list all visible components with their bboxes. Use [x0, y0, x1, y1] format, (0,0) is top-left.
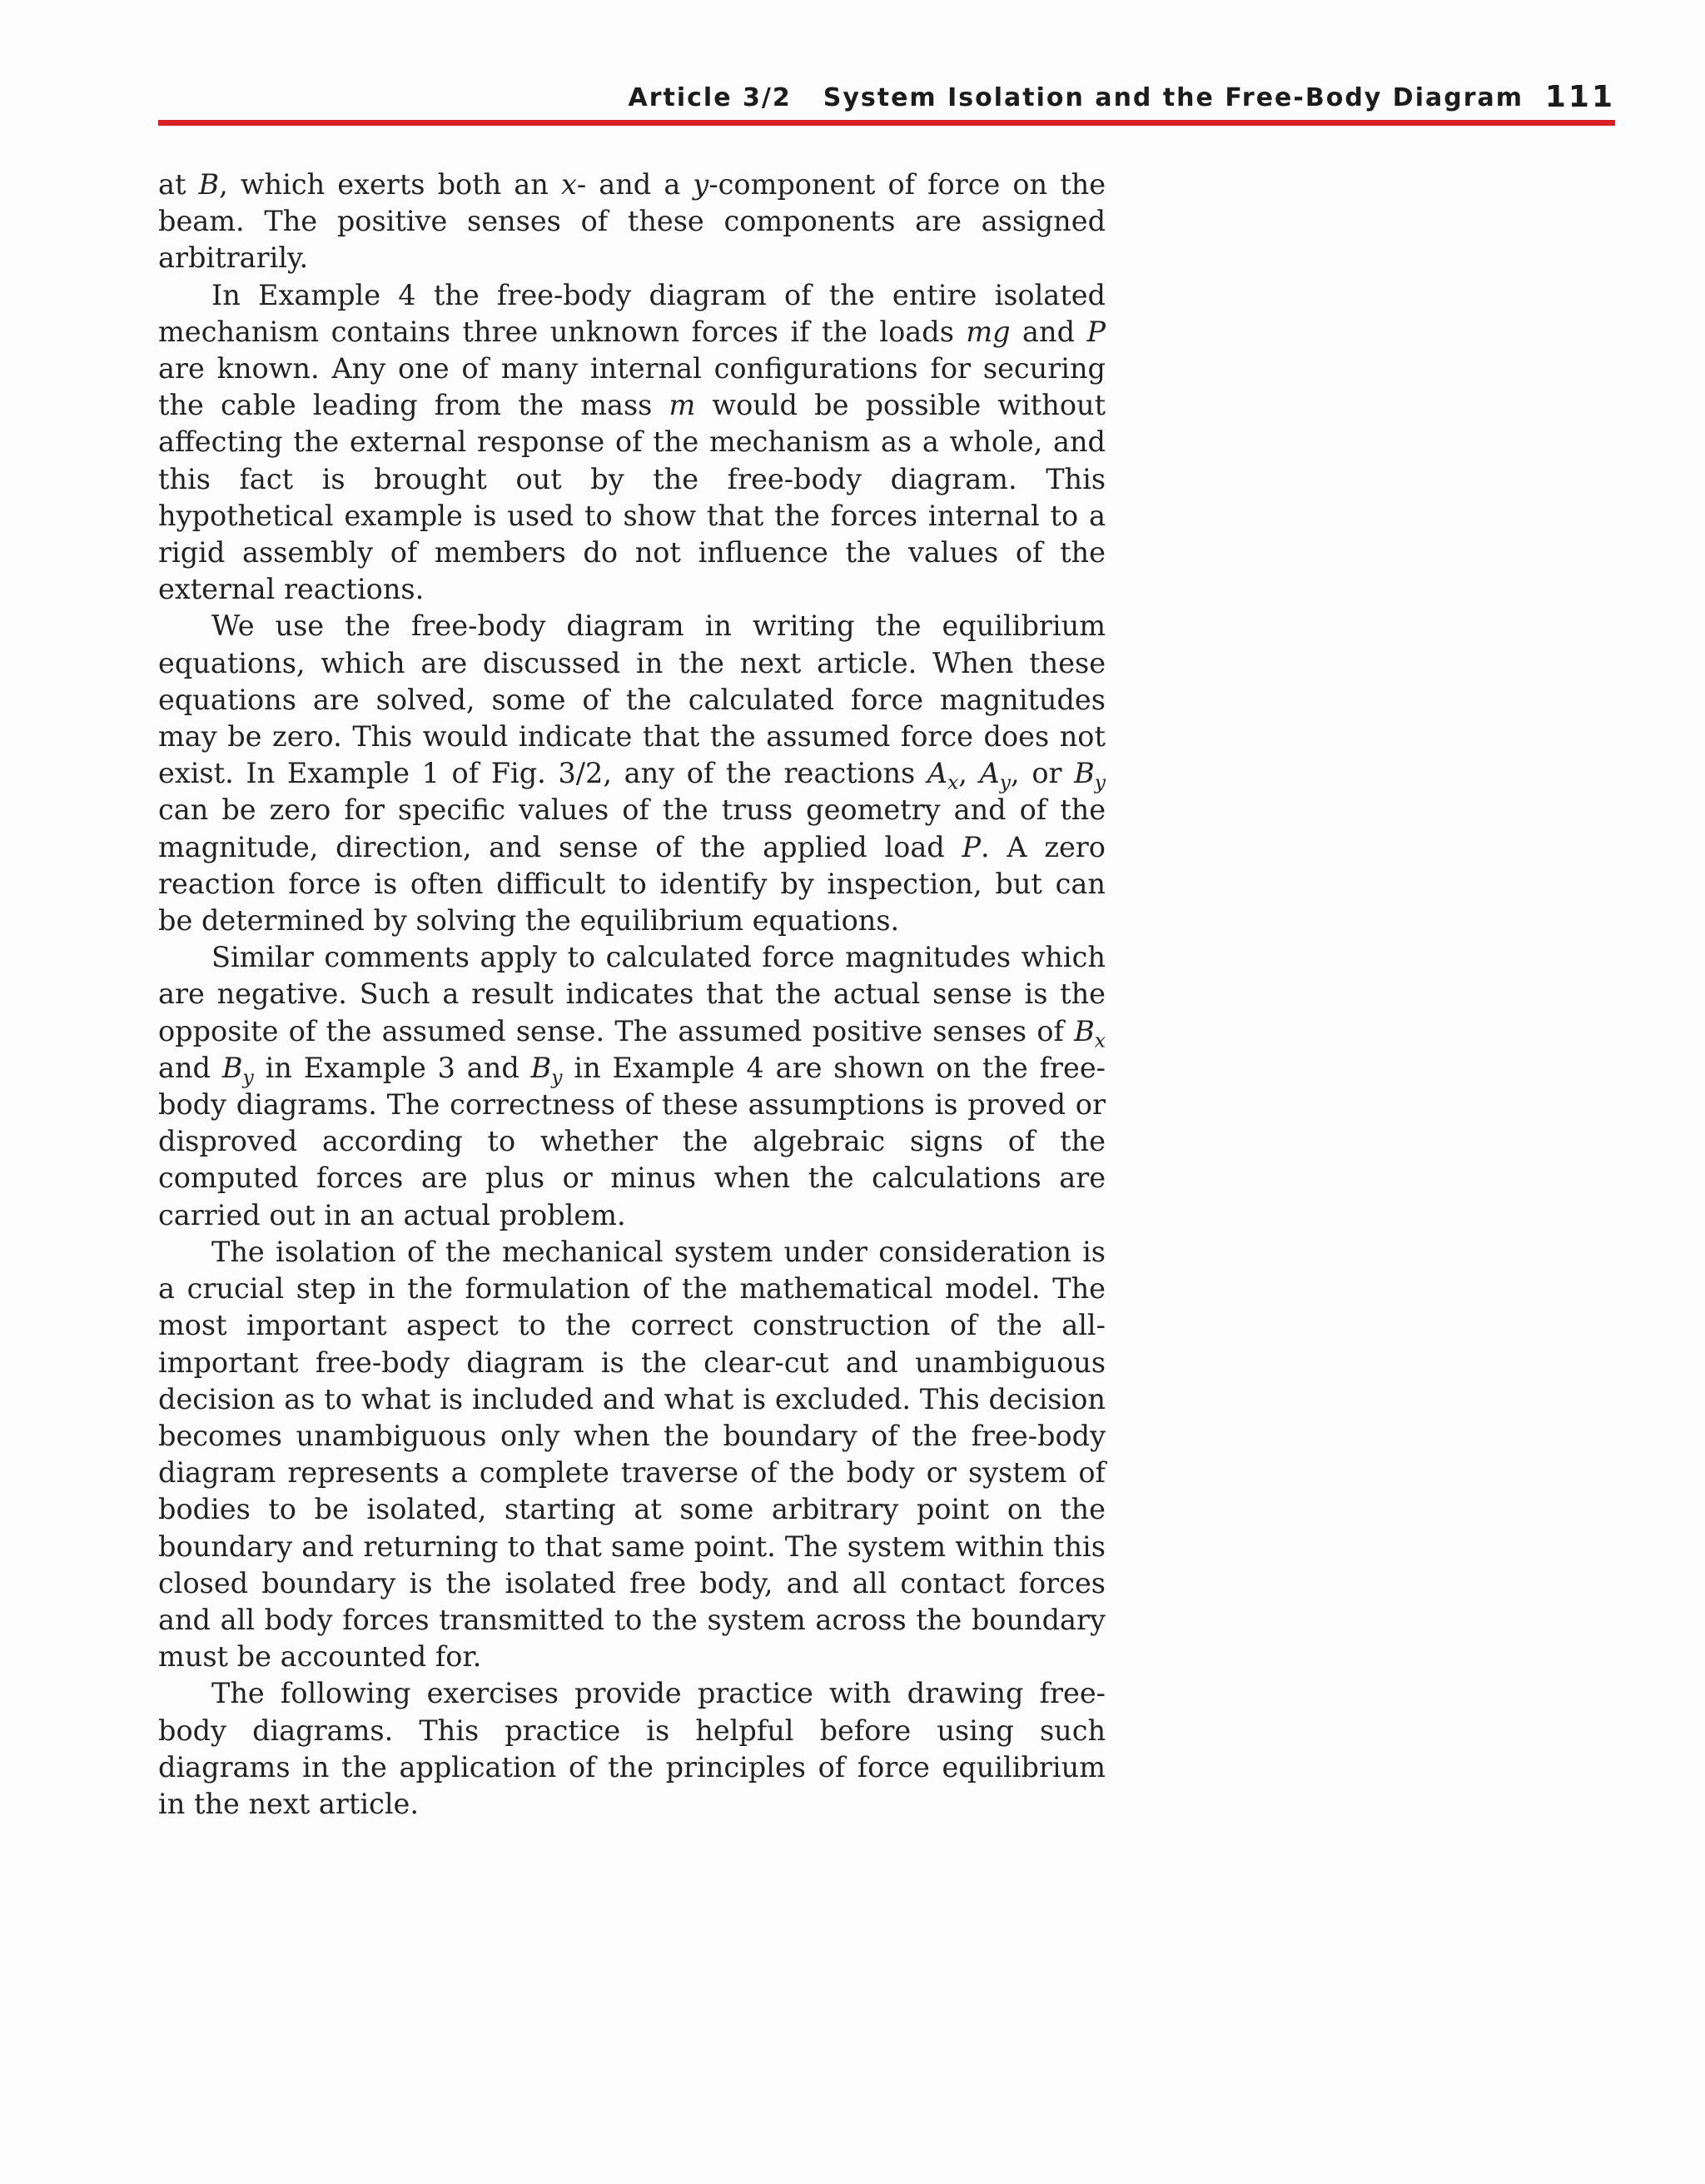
page-number: 111	[1544, 80, 1615, 114]
section-title: System Isolation and the Free-Body Diagram	[823, 83, 1524, 112]
article-label: Article 3/2	[628, 83, 792, 112]
paragraph-p5: The isolation of the mechanical system under consideration is a crucial step in the formulation of the mathematical model. The most important aspect to the correct construction of the all-important free-body diagram is the clear-cut and unambiguous decision as to what is included and what is excluded. This decision becomes unambiguous only when the boundary of the free-body diagram represents a complete traverse of the body or system of bodies to be isolated, starting at some arbitrary point on the boundary and returning to that same point. The system within this closed boundary is the isolated free body, and all contact forces and all body forces transmitted to the system across the boundary must be accounted for.	[158, 1235, 1106, 1674]
running-head-text	[629, 83, 1524, 112]
paragraph-p1: at B, which exerts both an x- and a y-component of force on the beam. The positive senses of these components are assigned arbitrarily.	[158, 168, 1106, 275]
body-text	[158, 167, 1106, 1823]
running-head	[158, 80, 1615, 120]
paragraph-p6: The following exercises provide practice with drawing free-body diagrams. This practice is helpful before using such diagrams in the application of the principles of force equilibrium in the next article.	[158, 1677, 1106, 1820]
paragraph-p2: In Example 4 the free-body diagram of the entire isolated mechanism contains three unknown forces if the loads mg and P are known. Any one of many internal configurations for securing the cable leading from the mass m would be possible without affecting the external response of the mechanism as a whole, and this fact is brought out by the free-body diagram. This hypothetical example is used to show that the forces internal to a rigid assembly of members do not influence the values of the external reactions.	[158, 278, 1106, 606]
paragraph-p3: We use the free-body diagram in writing the equilibrium equations, which are discussed in the next article. When these equations are solved, some of the calculated force magnitudes may be zero. This would indicate that the assumed force does not exist. In Example 1 of Fig. 3/2, any of the reactions $A_x$, $A_y$, or $B_y$ can be zero for specific values of the truss geometry and of the magnitude, direction, and sense of the applied load P. A zero reaction force is often difficult to identify by inspection, but can be determined by solving the equilibrium equations.	[158, 609, 1106, 938]
header-rule	[158, 120, 1615, 126]
paragraph-p4: Similar comments apply to calculated force magnitudes which are negative. Such a result indicates that the actual sense is the opposite of the assumed sense. The assumed positive senses of $B_x$ and $B_y$ in Example 3 and $B_y$ in Example 4 are shown on the free-body diagrams. The correctness of these assumptions is proved or disproved according to whether the algebraic signs of the computed forces are plus or minus when the calculations are carried out in an actual problem.	[158, 941, 1106, 1231]
